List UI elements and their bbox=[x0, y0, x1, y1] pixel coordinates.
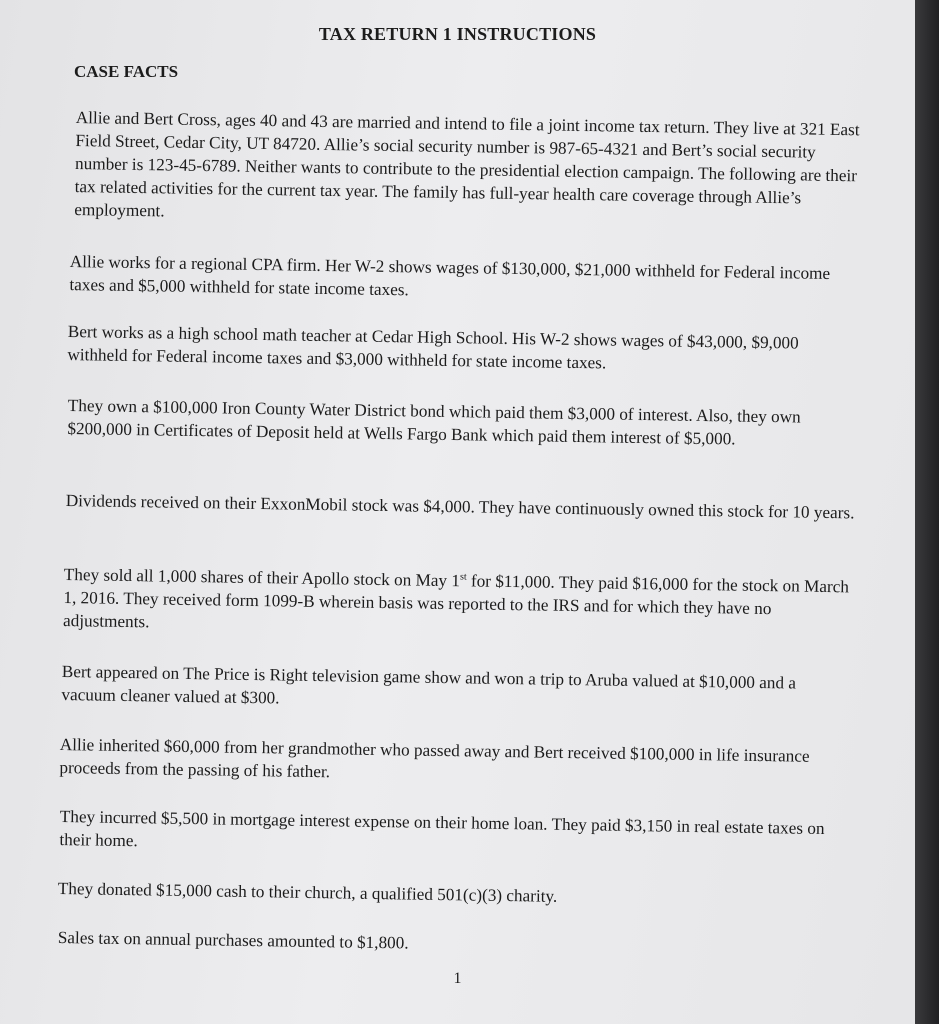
paragraph-apollo-stock bbox=[63, 563, 854, 644]
screen-edge bbox=[915, 0, 939, 1024]
paragraph-sales-tax: Sales tax on annual purchases amounted to $1,800. bbox=[57, 927, 409, 953]
apollo-rest: They paid $16,000 for the stock on March 1, 2016. They received form 1099-B wherein basis was reported to the IRS and for which they have no adjustments. bbox=[62, 572, 850, 632]
paragraph-charity: They donated $15,000 cash to their church, a qualified 501(c)(3) charity. bbox=[57, 878, 558, 906]
paragraph-allie-w2: Allie works for a regional CPA firm. Her W-2 shows wages of $130,000, $21,000 withheld for Federal income taxes and $5,000 withheld for state income taxes. bbox=[69, 251, 831, 300]
page-number: 1 bbox=[453, 970, 462, 987]
paragraph-game-show: Bert appeared on The Price is Right television game show and won a trip to Aruba valued at $10,000 and a vacuum cleaner valued at $300. bbox=[61, 661, 797, 708]
paragraph-mortgage: They incurred $5,500 in mortgage interest expense on their home loan. They paid $3,150 in real estate taxes on their home. bbox=[59, 806, 825, 851]
apollo-superscript: st bbox=[459, 571, 467, 583]
paragraph-bert-w2: Bert works as a high school math teacher at Cedar High School. His W-2 shows wages of $43,000, $9,000 withheld for Federal income taxes and $3,000 withheld for state income taxes. bbox=[67, 321, 799, 373]
section-heading: CASE FACTS bbox=[74, 62, 179, 81]
apollo-lead: They sold all 1,000 shares of their Apollo stock on May 1 bbox=[63, 564, 461, 591]
apollo-tail: for $11,000. bbox=[466, 571, 559, 592]
paragraph-inheritance: Allie inherited $60,000 from her grandmother who passed away and Bert received $100,000 in life insurance proceeds from the passing of his father. bbox=[59, 734, 810, 782]
paragraph-dividends: Dividends received on their ExxonMobil stock was $4,000. They have continuously owned this stock for 10 years. bbox=[65, 490, 855, 523]
paragraph-household: Allie and Bert Cross, ages 40 and 43 are married and intend to file a joint income tax return. They live at 321 East Field Street, Cedar City, UT 84720. Allie’s social security number is 987-65-4321 and Bert’s social security number is 123-45-6789. Neither wants to contribute to the presidential election campaign. The following are their tax related activities for the current tax year. The family has full-year health care coverage through Allie’s employment. bbox=[74, 107, 860, 221]
paragraph-interest: They own a $100,000 Iron County Water District bond which paid them $3,000 of interest. Also, they own $200,000 in Certificates of Deposit held at Wells Fargo Bank which paid them interest of $5,000. bbox=[67, 395, 801, 449]
document-title: TAX RETURN 1 INSTRUCTIONS bbox=[318, 24, 597, 44]
